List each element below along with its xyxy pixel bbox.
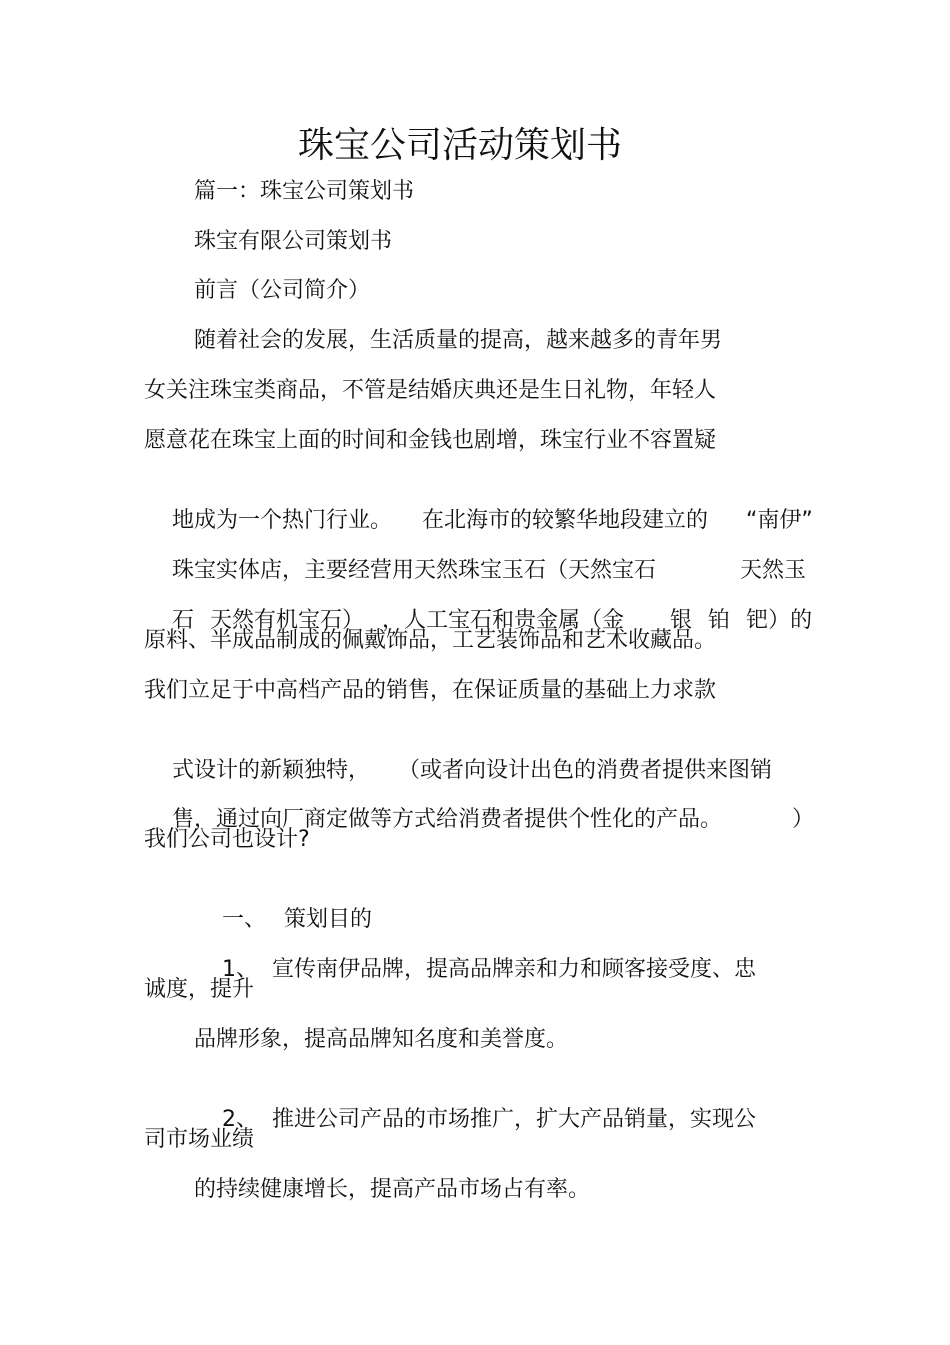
text-run: “南伊” <box>746 508 813 533</box>
section-heading: 篇一：珠宝公司策划书 <box>194 179 415 204</box>
list-number: 2、 <box>221 1107 258 1132</box>
text-run: 银 <box>670 608 693 633</box>
text-run: 石 <box>171 608 194 633</box>
list-item <box>194 925 756 1015</box>
text-run: 天然玉 <box>740 558 807 583</box>
text-run: 钯）的 <box>746 608 813 633</box>
list-item-continuation: 诚度，提升 <box>144 977 255 1002</box>
section-title: 策划目的 <box>284 907 373 932</box>
list-number: 1、 <box>221 957 258 982</box>
paragraph-line: 愿意花在珠宝上面的时间和金钱也剧增，珠宝行业不容置疑 <box>144 428 717 453</box>
list-item <box>194 1075 756 1165</box>
text-run: 式设计的新颖独特， <box>171 758 370 783</box>
list-item-continuation: 品牌形象，提高品牌知名度和美誉度。 <box>194 1027 569 1052</box>
list-text: 宣传南伊品牌，提高品牌亲和力和顾客接受度、忠 <box>271 957 756 982</box>
text-run: 售，通过向厂商定做等方式给消费者提供个性化的产品。 <box>171 807 722 832</box>
text-run: 天然有机宝石） <box>210 608 365 633</box>
paragraph-line: 女关注珠宝类商品，不管是结婚庆典还是生日礼物，年轻人 <box>144 378 717 403</box>
list-item-continuation: 的持续健康增长，提高产品市场占有率。 <box>194 1177 591 1202</box>
preface-heading: 前言（公司简介） <box>194 278 371 303</box>
paragraph-line: 我们立足于中高档产品的销售，在保证质量的基础上力求款 <box>144 678 717 703</box>
company-heading: 珠宝有限公司策划书 <box>194 229 393 254</box>
text-run: 在北海市的较繁华地段建立的 <box>422 508 709 533</box>
section-number: 一、 <box>221 907 266 932</box>
list-item-continuation: 司市场业绩 <box>144 1127 255 1152</box>
paragraph-line: 随着社会的发展，生活质量的提高，越来越多的青年男 <box>194 328 723 353</box>
text-run: （或者向设计出色的消费者提供来图销 <box>398 758 773 783</box>
list-text: 推进公司产品的市场推广，扩大产品销量，实现公 <box>271 1107 756 1132</box>
text-run: ，人工宝石和贵金属（金 <box>382 608 625 633</box>
document-title: 珠宝公司活动策划书 <box>297 125 622 166</box>
text-run: 珠宝实体店，主要经营用天然珠宝玉石（天然宝石 <box>171 558 656 583</box>
paragraph-line: 原料、半成品制成的佩戴饰品，工艺装饰品和艺术收藏品。 <box>144 628 717 653</box>
text-run: 地成为一个热门行业。 <box>171 508 392 533</box>
text-run: 铂 <box>708 608 731 633</box>
text-run: ） <box>792 807 815 832</box>
paragraph-line: 我们公司也设计? <box>144 827 310 852</box>
